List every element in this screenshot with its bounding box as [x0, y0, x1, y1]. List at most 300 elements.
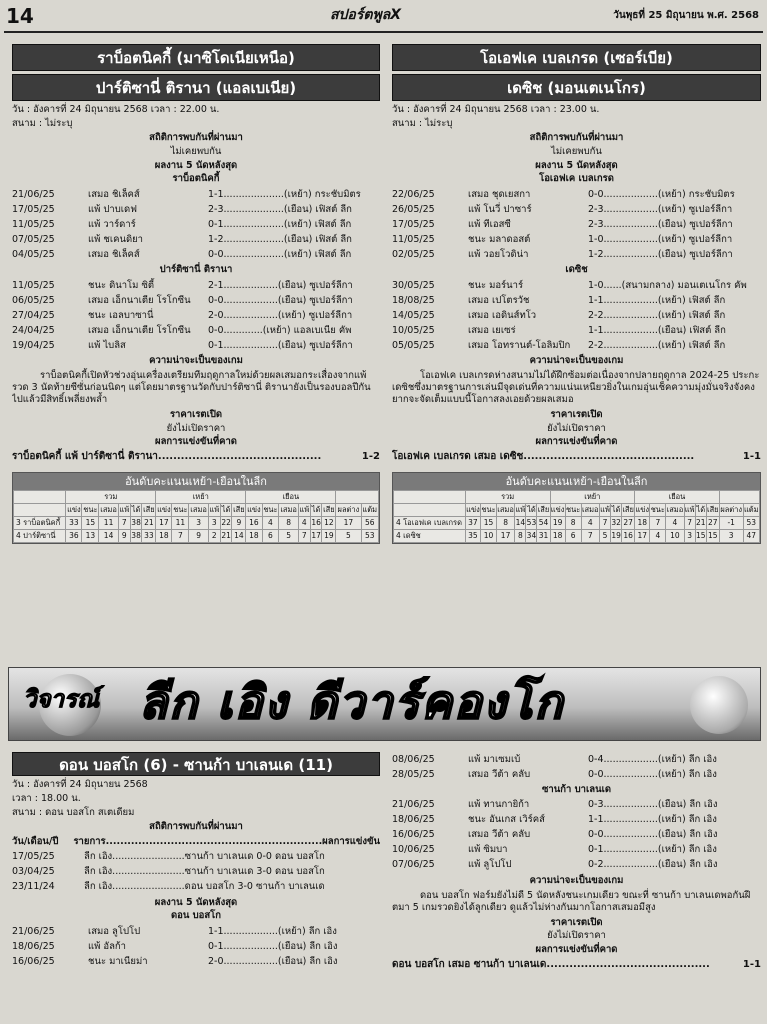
- game-row: [12, 232, 380, 247]
- stat-cell: 4: [666, 516, 684, 529]
- team-games: [392, 798, 761, 873]
- prediction-score: 1-1: [742, 451, 761, 463]
- stat-cell: 37: [465, 516, 480, 529]
- header-rule: [4, 31, 763, 33]
- game-result: แพ้ ซิมบา: [468, 844, 508, 856]
- odds-title: ราคาเรตเปิด: [169, 408, 223, 420]
- game-row: [392, 202, 761, 217]
- h2h-date: 17/05/25: [12, 851, 55, 863]
- banner-small-text: วิจารณ์: [23, 685, 100, 713]
- stat-cell: 33: [142, 529, 156, 542]
- game-score: 0-0.............(เหย้า) แอลเบเนีย คัพ: [208, 324, 352, 336]
- game-score: 2-0..................(เหย้า) ซูเปอร์ลีกา: [208, 309, 353, 321]
- column-header: ชนะ: [82, 503, 99, 516]
- stat-cell: 6: [565, 529, 581, 542]
- game-score: 1-1..................(เหย้า) ลีก เอิง: [588, 814, 717, 826]
- team-b-title-bar: เดซิช (มอนเตเนโกร): [392, 74, 761, 101]
- match-venue: สนาม : ไม่ระบุ: [12, 117, 73, 129]
- game-result: เสมอ วีต้า คลับ: [468, 829, 531, 841]
- left-match-column: [12, 44, 380, 659]
- game-date: 18/06/25: [12, 940, 55, 952]
- stat-cell: 12: [322, 516, 336, 529]
- match-title-bar: ดอน บอสโก (6) - ซานก้า บาเลนเด (11): [12, 752, 380, 776]
- game-date: 27/04/25: [12, 309, 55, 321]
- game-result: เสมอ ลูโปโป: [88, 925, 141, 937]
- column-header: ผลต่าง: [336, 503, 361, 516]
- group-header: เหย้า: [550, 490, 635, 503]
- game-date: 17/05/25: [392, 218, 435, 230]
- stat-cell: 2: [208, 529, 220, 542]
- game-result: แพ้ ทีเอสซี: [468, 218, 511, 230]
- team-cell: 4 เดซิช: [394, 529, 466, 542]
- game-score: 2-3....................(เยือน) เฟิสต์ ลีก: [208, 203, 352, 215]
- issue-date: วันพุธที่ 25 มิถุนายน พ.ศ. 2568: [613, 10, 759, 21]
- group-header: เยือน: [246, 490, 336, 503]
- prediction-text: โอเอฟเค เบลเกรด เสมอ เดซิช.............................................: [392, 451, 695, 463]
- analysis-title: ความน่าจะเป็นของเกม: [529, 874, 624, 886]
- column-header: ได้: [220, 503, 232, 516]
- column-header: แพ้: [298, 503, 310, 516]
- column-header: แพ้: [599, 503, 610, 516]
- column-header: แต้ม: [743, 503, 759, 516]
- game-row: [12, 202, 380, 217]
- game-date: 17/05/25: [12, 203, 55, 215]
- stat-cell: 4: [262, 516, 279, 529]
- game-result: เสมอ ชุดเยสกา: [468, 188, 531, 200]
- stat-cell: 18: [156, 529, 172, 542]
- stat-cell: 7: [172, 529, 189, 542]
- game-date: 19/04/25: [12, 339, 55, 351]
- column-header: ได้: [310, 503, 322, 516]
- game-date: 10/05/25: [392, 324, 435, 336]
- prediction-title: ผลการแข่งขันที่คาด: [535, 436, 618, 448]
- stat-cell: 13: [82, 529, 99, 542]
- stat-cell: 53: [361, 529, 378, 542]
- extra-header-spacer: [336, 490, 379, 503]
- column-header: เสีย: [232, 503, 246, 516]
- column-header: แข่ง: [550, 503, 565, 516]
- team-a-name: ราบ็อตนิคกี้: [172, 173, 220, 185]
- game-score: 1-0..................(เหย้า) ซูเปอร์ลีกา: [588, 233, 733, 245]
- group-header: เหย้า: [156, 490, 246, 503]
- game-score: 0-4..................(เหย้า) ลีก เอิง: [588, 753, 717, 765]
- game-result: ชนะ มลาดอสต์: [468, 233, 531, 245]
- h2h-row: [12, 865, 380, 880]
- column-header: เสมอ: [666, 503, 684, 516]
- stat-cell: 7: [298, 529, 310, 542]
- game-score: 0-1..................(เยือน) ซูเปอร์ลีกา: [208, 339, 353, 351]
- game-date: 26/05/25: [392, 203, 435, 215]
- odds-text: ยังไม่เปิดราคา: [166, 422, 226, 434]
- column-header: แข่ง: [66, 503, 82, 516]
- stat-cell: 21: [220, 529, 232, 542]
- game-row: [392, 828, 761, 843]
- stat-cell: 3: [719, 529, 743, 542]
- h2h-list: [12, 850, 380, 895]
- table-row: [14, 516, 379, 529]
- game-result: เสมอ เปโตรวัช: [468, 294, 530, 306]
- game-score: 0-0..................(เหย้า) กระชับมิตร: [588, 188, 735, 200]
- team-a-name: โอเอฟเค เบลเกรด: [539, 173, 614, 185]
- team-cell: 3 ราบ็อตนิคกี้: [14, 516, 66, 529]
- h2h-text: ไม่เคยพบกัน: [170, 145, 222, 157]
- stat-cell: 18: [635, 516, 650, 529]
- game-result: เสมอ เอ็กนาเตีย โรโกซีน: [88, 324, 191, 336]
- stat-cell: 22: [220, 516, 232, 529]
- stat-cell: 31: [537, 529, 550, 542]
- odds-text: ยังไม่เปิดราคา: [547, 422, 606, 434]
- stat-cell: 7: [118, 516, 130, 529]
- match-venue: สนาม : ไม่ระบุ: [392, 117, 453, 129]
- team-a-title-bar: โอเอฟเค เบลเกรด (เซอร์เบีย): [392, 44, 761, 71]
- game-result: แพ้ อัลก้า: [88, 940, 127, 952]
- column-header: ผลต่าง: [719, 503, 743, 516]
- stat-cell: 5: [336, 529, 361, 542]
- standings-grid: [393, 490, 760, 543]
- game-score: 0-1....................(เหย้า) เฟิสต์ ลีก: [208, 218, 352, 230]
- game-row: [392, 232, 761, 247]
- game-row: [392, 293, 761, 308]
- column-header: แข่ง: [246, 503, 262, 516]
- group-header-row: [14, 490, 379, 503]
- standings-table: [392, 472, 761, 544]
- game-date: 28/05/25: [392, 768, 435, 780]
- team-b-title-bar: ปาร์ติซานี่ ติรานา (แอลเบเนีย): [12, 74, 380, 101]
- game-row: [12, 924, 380, 939]
- h2h-detail: ลีก เอิง........................ซานก้า บาเลนเด 3-0 ดอน บอสโก: [84, 866, 325, 878]
- page-header: [0, 0, 767, 34]
- game-date: 16/06/25: [12, 955, 55, 967]
- stat-cell: 6: [262, 529, 279, 542]
- match-date: วัน : อังคารที่ 24 มิถุนายน 2568 เวลา : 22.00 น.: [12, 104, 220, 115]
- game-score: 0-1..................(เหย้า) ลีก เอิง: [588, 844, 717, 856]
- game-result: เสมอ เยเซร่: [468, 324, 516, 336]
- group-header: รวม: [66, 490, 156, 503]
- table-row: [394, 529, 760, 542]
- h2h-header-date: วัน/เดือน/ปี: [12, 836, 59, 848]
- game-row: [392, 813, 761, 828]
- prediction-row: [392, 451, 761, 464]
- column-header: แข่ง: [635, 503, 650, 516]
- stat-cell: 16: [246, 516, 262, 529]
- game-date: 07/05/25: [12, 233, 55, 245]
- h2h-header: [12, 835, 380, 850]
- game-score: 1-1..................(เหย้า) ลีก เอิง: [208, 925, 337, 937]
- team-a-title-bar: ราบ็อตนิคกี้ (มาซิโดเนียเหนือ): [12, 44, 380, 71]
- game-score: 0-0....................(เหย้า) เฟิสต์ ลีก: [208, 248, 352, 260]
- group-header-row: [394, 490, 760, 503]
- team-header: [14, 490, 66, 503]
- game-date: 21/06/25: [392, 799, 435, 811]
- stat-cell: 17: [336, 516, 361, 529]
- stat-cell: 54: [537, 516, 550, 529]
- game-date: 22/06/25: [392, 188, 435, 200]
- game-score: 0-0..................(เยือน) ซูเปอร์ลีกา: [208, 294, 353, 306]
- match-venue: สนาม : ดอน บอสโก สเตเดียม: [12, 806, 135, 818]
- stat-cell: 17: [496, 529, 514, 542]
- team-games-continued: [392, 752, 761, 782]
- game-score: 2-3..................(เหย้า) ซูเปอร์ลีกา: [588, 203, 733, 215]
- stat-cell: 15: [481, 516, 497, 529]
- analysis-text: ดอน บอสโก ฟอร์มยังไม่ดี 5 นัดหลังชนะเกมเดียว ขณะที่ ซานก้า บาเลนเดพอกันฝีตมา 5 เกมรวดยิงได้ลูกเดียว ดูแล้วไม่ห่างกันมากโอกาสเสมอมีสูง: [392, 889, 751, 913]
- game-score: 1-1....................(เหย้า) กระชับมิตร: [208, 188, 361, 200]
- game-date: 18/06/25: [392, 814, 435, 826]
- column-header: แพ้: [684, 503, 695, 516]
- game-score: 0-1..................(เยือน) ลีก เอิง: [208, 940, 338, 952]
- right-match-column: [392, 44, 761, 659]
- game-date: 18/08/25: [392, 294, 435, 306]
- stat-cell: 16: [622, 529, 635, 542]
- prediction-title: ผลการแข่งขันที่คาด: [155, 436, 237, 448]
- column-header: เสมอ: [581, 503, 599, 516]
- column-header: แข่ง: [465, 503, 480, 516]
- game-row: [12, 278, 380, 293]
- game-row: [12, 187, 380, 202]
- game-result: ชนะ ดินาโม ซิตี้: [88, 279, 155, 291]
- game-result: แพ้ มาเซมเบ้: [468, 753, 521, 765]
- table-title: อันดับคะแนนเหย้า-เยือนในลีก: [13, 473, 379, 490]
- stat-cell: 5: [599, 529, 610, 542]
- stat-cell: 18: [246, 529, 262, 542]
- match-date: วัน : อังคารที่ 24 มิถุนายน 2568 เวลา : 23.00 น.: [392, 104, 600, 115]
- odds-title: ราคาเรตเปิด: [550, 408, 603, 420]
- stat-cell: 17: [310, 529, 322, 542]
- stat-cell: -1: [719, 516, 743, 529]
- team-name: ดอน บอสโก: [170, 910, 222, 922]
- column-header: เสมอ: [189, 503, 208, 516]
- stat-cell: 17: [156, 516, 172, 529]
- game-row: [392, 767, 761, 782]
- game-result: ชนะ อันเกส เวิร์คส์: [468, 814, 545, 826]
- bottom-right-column: [392, 752, 761, 1020]
- league-banner: [8, 667, 761, 741]
- team-b-games: [392, 278, 761, 353]
- stat-cell: 33: [66, 516, 82, 529]
- game-date: 11/05/25: [392, 233, 435, 245]
- table-row: [394, 516, 760, 529]
- stat-cell: 21: [695, 516, 706, 529]
- h2h-header-list: รายการ............................................................ผลการแข่งขัน: [73, 836, 380, 848]
- game-row: [392, 338, 761, 353]
- stat-cell: 21: [142, 516, 156, 529]
- game-result: เสมอ ชิเล็คส์: [88, 188, 140, 200]
- stat-cell: 14: [232, 529, 246, 542]
- standings-table: [12, 472, 380, 544]
- stat-cell: 14: [515, 516, 526, 529]
- h2h-row: [12, 850, 380, 865]
- column-header: เสีย: [706, 503, 719, 516]
- prediction-row: [392, 959, 761, 972]
- stat-cell: 19: [611, 529, 622, 542]
- group-header: รวม: [465, 490, 550, 503]
- game-date: 11/05/25: [12, 218, 55, 230]
- stat-cell: 27: [706, 516, 719, 529]
- game-date: 24/04/25: [12, 324, 55, 336]
- game-result: แพ้ โนวี่ ปาซาร์: [468, 203, 532, 215]
- game-result: แพ้ ปาบเดฟ: [88, 203, 137, 215]
- stat-cell: 15: [706, 529, 719, 542]
- h2h-date: 03/04/25: [12, 866, 55, 878]
- column-header: ได้: [695, 503, 706, 516]
- stat-cell: 14: [99, 529, 118, 542]
- stat-cell: 10: [481, 529, 497, 542]
- game-result: แพ้ ทานกายิก้า: [468, 799, 530, 811]
- group-header: เยือน: [635, 490, 720, 503]
- column-header: เสมอ: [496, 503, 514, 516]
- team-a-games: [12, 187, 380, 262]
- game-score: 2-1..................(เยือน) ซูเปอร์ลีกา: [208, 279, 353, 291]
- soccer-ball-icon: [690, 676, 748, 734]
- stat-cell: 18: [550, 529, 565, 542]
- game-row: [392, 278, 761, 293]
- game-score: 2-3..................(เยือน) ซูเปอร์ลีกา: [588, 218, 733, 230]
- match-date: วัน : อังคารที่ 24 มิถุนายน 2568: [12, 779, 148, 790]
- game-result: เสมอ วีต้า คลับ: [468, 768, 531, 780]
- game-score: 0-3..................(เยือน) ลีก เอิง: [588, 799, 718, 811]
- column-header: เสมอ: [99, 503, 118, 516]
- stat-cell: 8: [515, 529, 526, 542]
- column-header: ชนะ: [650, 503, 666, 516]
- stat-cell: 27: [622, 516, 635, 529]
- team-a-games: [392, 187, 761, 262]
- team-name: ซานก้า บาเลนเด: [541, 784, 611, 795]
- game-result: เสมอ เอ็กนาเตีย โรโกซีน: [88, 294, 191, 306]
- game-result: แพ้ วาร์ดาร์: [88, 218, 136, 230]
- game-date: 05/05/25: [392, 339, 435, 351]
- game-score: 0-0..................(เหย้า) ลีก เอิง: [588, 768, 717, 780]
- game-row: [12, 247, 380, 262]
- game-date: 04/05/25: [12, 248, 55, 260]
- team-header: [14, 503, 66, 516]
- team-header: [394, 490, 466, 503]
- analysis-text: ราบ็อตนิคกี้เปิดหัวช่วงอุ่นเครื่องเตรียมทีมฤดูกาลใหม่ด้วยผลเสมอกระเสื่องจากแพ้รวด 3 นัดท้ายซีซั่นก่อนนิดๆ แต่โดยมาตรฐานวัดกับปาร์ติซานี่ ติรานายังเป็นรองบอลปีกันไปแล้วมีสิทธิ์เพลี่ยงพล้ำ: [12, 370, 371, 405]
- stat-cell: 15: [695, 529, 706, 542]
- game-result: แพ้ วอยโวดิน่า: [468, 248, 529, 260]
- column-header: ได้: [611, 503, 622, 516]
- odds-title: ราคาเรตเปิด: [550, 916, 603, 928]
- match-time: เวลา : 18.00 น.: [12, 792, 81, 804]
- column-header: แข่ง: [156, 503, 172, 516]
- game-result: ชนะ มอร์นาร์: [468, 279, 524, 291]
- game-row: [392, 843, 761, 858]
- game-row: [12, 308, 380, 323]
- game-score: 1-1..................(เยือน) เฟิสต์ ลีก: [588, 324, 726, 336]
- stat-cell: 4: [650, 529, 666, 542]
- game-score: 1-2..................(เยือน) ซูเปอร์ลีกา: [588, 248, 733, 260]
- column-header: แพ้: [118, 503, 130, 516]
- stat-cell: 35: [465, 529, 480, 542]
- team-b-name: ปาร์ติซานี่ ติรานา: [159, 264, 233, 276]
- game-result: แพ้ ชเคนดิยา: [88, 233, 144, 245]
- column-header: เสีย: [142, 503, 156, 516]
- game-date: 30/05/25: [392, 279, 435, 291]
- game-row: [392, 308, 761, 323]
- stat-cell: 17: [635, 529, 650, 542]
- stat-cell: 19: [550, 516, 565, 529]
- game-date: 10/06/25: [392, 844, 435, 856]
- column-header-row: [14, 503, 379, 516]
- stat-cell: 3: [189, 516, 208, 529]
- extra-header-spacer: [719, 490, 759, 503]
- stat-cell: 7: [650, 516, 666, 529]
- game-result: เสมอ เอดินส์ทโว: [468, 309, 537, 321]
- game-result: เสมอ โอทรานต์-โอลิมปิก: [468, 339, 571, 351]
- stat-cell: 53: [743, 516, 759, 529]
- stat-cell: 3: [684, 529, 695, 542]
- stat-cell: 8: [565, 516, 581, 529]
- game-date: 06/05/25: [12, 294, 55, 306]
- stat-cell: 34: [526, 529, 537, 542]
- column-header: ได้: [526, 503, 537, 516]
- prediction-text: ราบ็อตนิคกี้ แพ้ ปาร์ติซานี่ ติรานา...........................................: [12, 451, 322, 463]
- h2h-date: 23/11/24: [12, 881, 55, 893]
- column-header: เสีย: [322, 503, 336, 516]
- stat-cell: 7: [684, 516, 695, 529]
- stat-cell: 4: [581, 516, 599, 529]
- column-header: เสีย: [622, 503, 635, 516]
- team-b-games: [12, 278, 380, 353]
- team-cell: 4 โอเอฟเค เบลเกรด: [394, 516, 466, 529]
- column-header: ชนะ: [262, 503, 279, 516]
- game-row: [392, 752, 761, 767]
- column-header: เสีย: [537, 503, 550, 516]
- table-title: อันดับคะแนนเหย้า-เยือนในลีก: [393, 473, 760, 490]
- game-score: 1-2....................(เยือน) เฟิสต์ ลีก: [208, 233, 352, 245]
- game-row: [12, 293, 380, 308]
- stat-cell: 53: [526, 516, 537, 529]
- prediction-title: ผลการแข่งขันที่คาด: [535, 944, 618, 956]
- stat-cell: 15: [82, 516, 99, 529]
- h2h-row: [12, 880, 380, 895]
- analysis-title: ความน่าจะเป็นของเกม: [529, 355, 624, 367]
- odds-text: ยังไม่เปิดราคา: [547, 930, 606, 942]
- stat-cell: 4: [298, 516, 310, 529]
- prediction-score: 1-2: [361, 451, 380, 463]
- column-header: ชนะ: [565, 503, 581, 516]
- stat-cell: 10: [666, 529, 684, 542]
- h2h-detail: ลีก เอิง........................ดอน บอสโก 3-0 ซานก้า บาเลนเด: [84, 881, 325, 893]
- analysis-text: โอเอฟเค เบลเกรดห่างสนามไม่ได้ฝึกซ้อมต่อเนื่องจากปลายฤดูกาล 2024-25 ประกะเดซิชซึ่งมาตรฐานการเล่นมีจุดเด่นที่ความแน่นเหนียวยิ่งในเกมอุ่นเช็คความมุ่งมั่นจริงจังคงยากจะจัดเต็มแบบนี้โอกาสลงเอยด้วยผลเสมอ: [392, 370, 760, 405]
- game-row: [392, 187, 761, 202]
- stat-cell: 19: [322, 529, 336, 542]
- column-header: แพ้: [515, 503, 526, 516]
- column-header: เสมอ: [279, 503, 298, 516]
- prediction-row: [12, 451, 380, 464]
- standings-grid: [13, 490, 379, 543]
- prediction-score: 1-1: [742, 959, 761, 971]
- page-number: 14: [6, 4, 34, 28]
- game-score: 0-0..................(เยือน) ลีก เอิง: [588, 829, 718, 841]
- stat-cell: 9: [118, 529, 130, 542]
- game-date: 02/05/25: [392, 248, 435, 260]
- last5-title: ผลงาน 5 นัดหลังสุด: [154, 159, 238, 171]
- stat-cell: 11: [99, 516, 118, 529]
- newspaper-logo: สปอร์ตพูลX: [330, 7, 402, 23]
- stat-cell: 32: [611, 516, 622, 529]
- stat-cell: 5: [279, 529, 298, 542]
- game-row: [12, 939, 380, 954]
- table-row: [14, 529, 379, 542]
- analysis-title: ความน่าจะเป็นของเกม: [149, 355, 243, 367]
- game-row: [12, 338, 380, 353]
- h2h-title: สถิติการพบกันที่ผ่านมา: [149, 131, 243, 143]
- column-header-row: [394, 503, 760, 516]
- game-score: 2-0..................(เยือน) ลีก เอิง: [208, 955, 338, 967]
- stat-cell: 11: [172, 516, 189, 529]
- game-row: [392, 858, 761, 873]
- column-header: แต้ม: [361, 503, 378, 516]
- h2h-title: สถิติการพบกันที่ผ่านมา: [149, 820, 243, 832]
